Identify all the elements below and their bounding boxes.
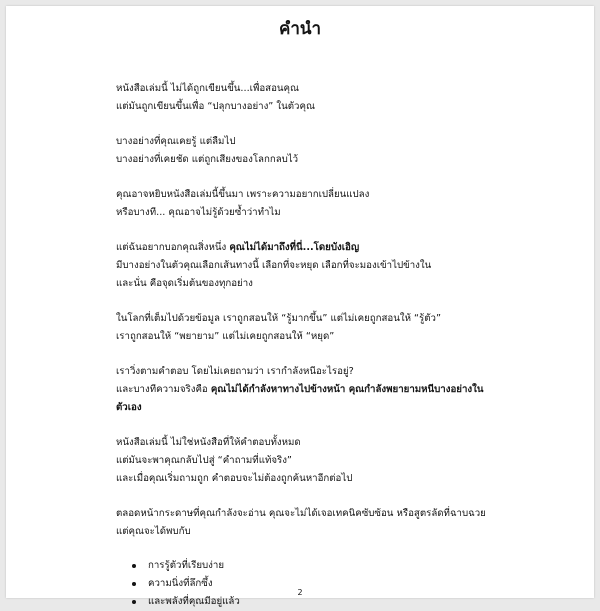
text-line: และเมื่อคุณเริ่มถามถูก คำตอบจะไม่ต้องถูกค้นหาอีกต่อไป xyxy=(116,473,353,484)
text-line: หนังสือเล่มนี้ ไม่ใช่หนังสือที่ให้คำตอบทั้งหมด xyxy=(116,437,301,448)
paragraph xyxy=(116,80,496,116)
bullet-list xyxy=(116,557,496,611)
page-number: 2 xyxy=(297,588,303,597)
list-item: การรู้ตัวที่เรียบง่าย xyxy=(132,557,496,575)
text-line: บางอย่างที่เคยชัด แต่ถูกเสียงของโลกกลบไว้ xyxy=(116,154,299,165)
text-line xyxy=(116,381,496,399)
text-line xyxy=(116,239,496,257)
list-item: ความนิ่งที่ลึกซึ้ง xyxy=(132,575,496,593)
text-line: ตลอดหน้ากระดาษที่คุณกำลังจะอ่าน คุณจะไม่ได้เจอเทคนิคซับซ้อน หรือสูตรลัดที่ฉาบฉวย xyxy=(116,508,486,519)
paragraph xyxy=(116,239,496,293)
text-line: เราถูกสอนให้ “พยายาม” แต่ไม่เคยถูกสอนให้ “หยุด” xyxy=(116,331,335,342)
text-line: แต่มันจะพาคุณกลับไปสู่ “คำถามที่แท้จริง” xyxy=(116,455,292,466)
text-line: หนังสือเล่มนี้ ไม่ได้ถูกเขียนขึ้น...เพื่อสอนคุณ xyxy=(116,83,300,94)
bold-text: คุณไม่ได้มาถึงที่นี่...โดยบังเอิญ xyxy=(229,242,360,253)
paragraph xyxy=(116,505,496,541)
paragraph xyxy=(116,310,496,346)
bold-text: คุณไม่ได้กำลังหาทางไปข้างหน้า คุณกำลังพยายามหนีบางอย่างใน xyxy=(210,384,484,395)
paragraph xyxy=(116,434,496,488)
paragraph xyxy=(116,363,496,417)
paragraph xyxy=(116,133,496,169)
text-line: คุณอาจหยิบหนังสือเล่มนี้ขึ้นมา เพราะความอยากเปลี่ยนแปลง xyxy=(116,189,370,200)
text-line: มีบางอย่างในตัวคุณเลือกเส้นทางนี้ เลือกที่จะหยุด เลือกที่จะมองเข้าไปข้างใน xyxy=(116,260,432,271)
text-line: แต่คุณจะได้พบกับ xyxy=(116,526,191,537)
text-line: แต่มันถูกเขียนขึ้นเพื่อ “ปลุกบางอย่าง” ในตัวคุณ xyxy=(116,101,315,112)
text-line: บางอย่างที่คุณเคยรู้ แต่ลืมไป xyxy=(116,136,236,147)
document-page xyxy=(6,6,594,607)
paragraph xyxy=(116,186,496,222)
list-item: และพลังที่คุณมีอยู่แล้ว xyxy=(132,593,496,611)
bold-text: ตัวเอง xyxy=(116,402,142,413)
text-line: หรือบางที... คุณอาจไม่รู้ด้วยซ้ำว่าทำไม xyxy=(116,207,281,218)
text-segment: และบางทีความจริงคือ xyxy=(116,384,211,395)
text-line: ในโลกที่เต็มไปด้วยข้อมูล เราถูกสอนให้ “รู้มากขึ้น” แต่ไม่เคยถูกสอนให้ “รู้ตัว” xyxy=(116,313,442,324)
body-text xyxy=(116,80,496,611)
text-segment: แต่ฉันอยากบอกคุณสิ่งหนึ่ง xyxy=(116,242,230,253)
text-line: เราวิ่งตามคำตอบ โดยไม่เคยถามว่า เรากำลังหนีอะไรอยู่? xyxy=(116,366,354,377)
page-title: คำนำ xyxy=(278,19,322,39)
text-line: และนั่น คือจุดเริ่มต้นของทุกอย่าง xyxy=(116,278,253,289)
